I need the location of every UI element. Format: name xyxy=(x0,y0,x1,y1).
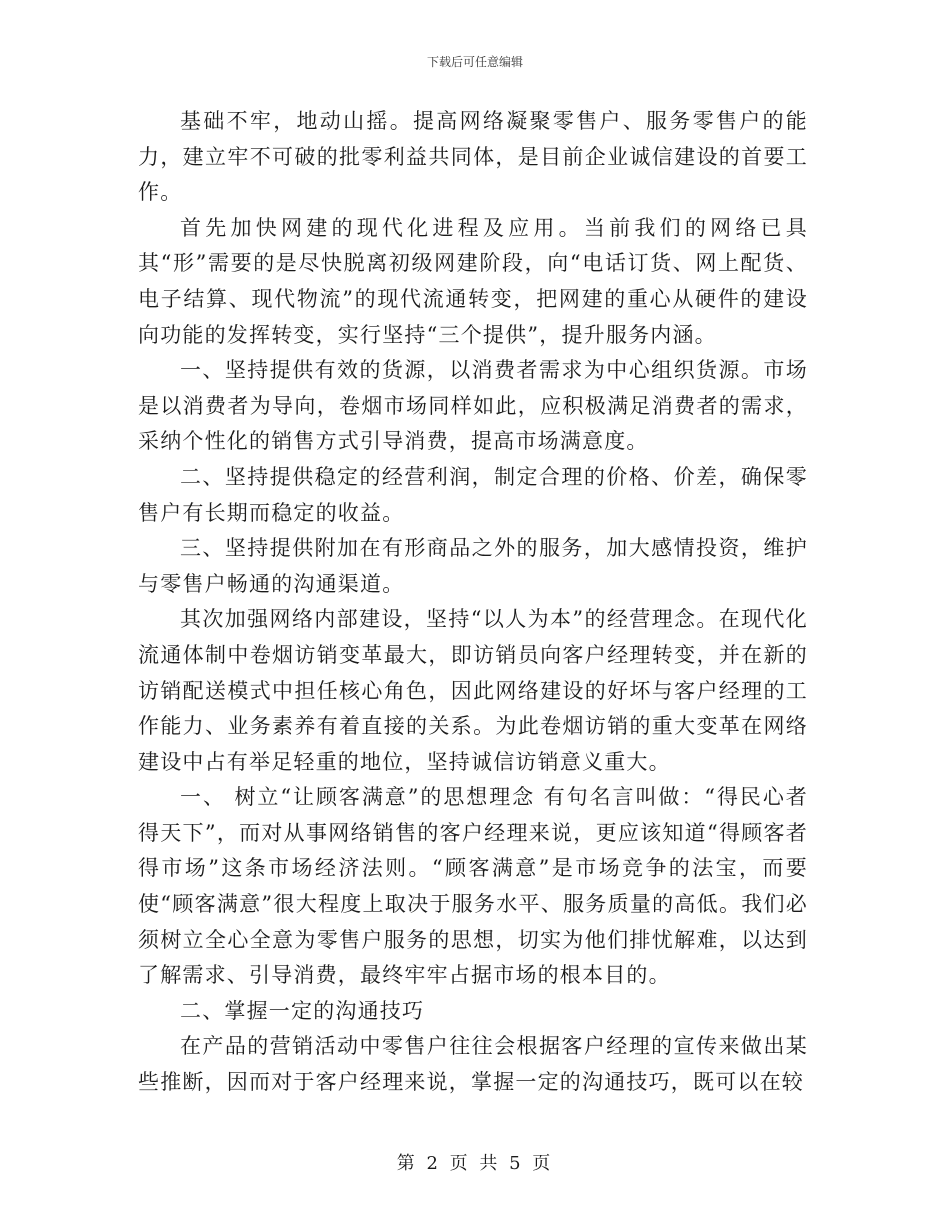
paragraph: 一、坚持提供有效的货源，以消费者需求为中心组织货源。市场是以消费者为导向，卷烟市场同样如此，应积极满足消费者的需求，采纳个性化的销售方式引导消费，提高市场满意度。 xyxy=(138,358,808,454)
paragraph: 基础不牢，地动山摇。提高网络凝聚零售户、服务零售户的能力，建立牢不可破的批零利益共同体，是目前企业诚信建设的首要工作。 xyxy=(138,109,808,205)
paragraph: 一、 树立“让顾客满意”的思想理念 有句名言叫做：“得民心者得天下”，而对从事网络销售的客户经理来说，更应该知道“得顾客者得市场”这条市场经济法则。“顾客满意”是市场竞争的法宝，而要使“顾客满意”很大程度上取决于服务水平、服务质量的高低。我们必须树立全心全意为零售户服务的思想，切实为他们排忧解难，以达到了解需求、引导消费，最终牢牢占据市场的根本目的。 xyxy=(138,785,808,988)
page-header: 下载后可任意编辑 xyxy=(426,55,523,69)
paragraph: 其次加强网络内部建设，坚持“以人为本”的经营理念。在现代化流通体制中卷烟访销变革最大，即访销员向客户经理转变，并在新的访销配送模式中担任核心角色，因此网络建设的好坏与客户经理的工作能力、业务素养有着直接的关系。为此卷烟访销的重大变革在网络建设中占有举足轻重的地位，坚持诚信访销意义重大。 xyxy=(138,607,808,774)
document-body xyxy=(138,104,808,1101)
section-heading: 二、掌握一定的沟通技巧 xyxy=(180,998,425,1023)
paragraph: 在产品的营销活动中零售户往往会根据客户经理的宣传来做出某些推断，因而对于客户经理来说，掌握一定的沟通技巧，既可以在较 xyxy=(138,1034,808,1095)
paragraph: 三、坚持提供附加在有形商品之外的服务，加大感情投资，维护与零售户畅通的沟通渠道。 xyxy=(138,536,808,596)
paragraph: 首先加快网建的现代化进程及应用。当前我们的网络已具其“形”需要的是尽快脱离初级网建阶段，向“电话订货、网上配货、电子结算、现代物流”的现代流通转变，把网建的重心从硬件的建设向功能的发挥转变，实行坚持“三个提供”，提升服务内涵。 xyxy=(138,215,808,347)
page-number-footer: 第 2 页 共 5 页 xyxy=(396,1153,554,1174)
paragraph: 二、坚持提供稳定的经营利润，制定合理的价格、价差，确保零售户有长期而稳定的收益。 xyxy=(138,464,808,525)
